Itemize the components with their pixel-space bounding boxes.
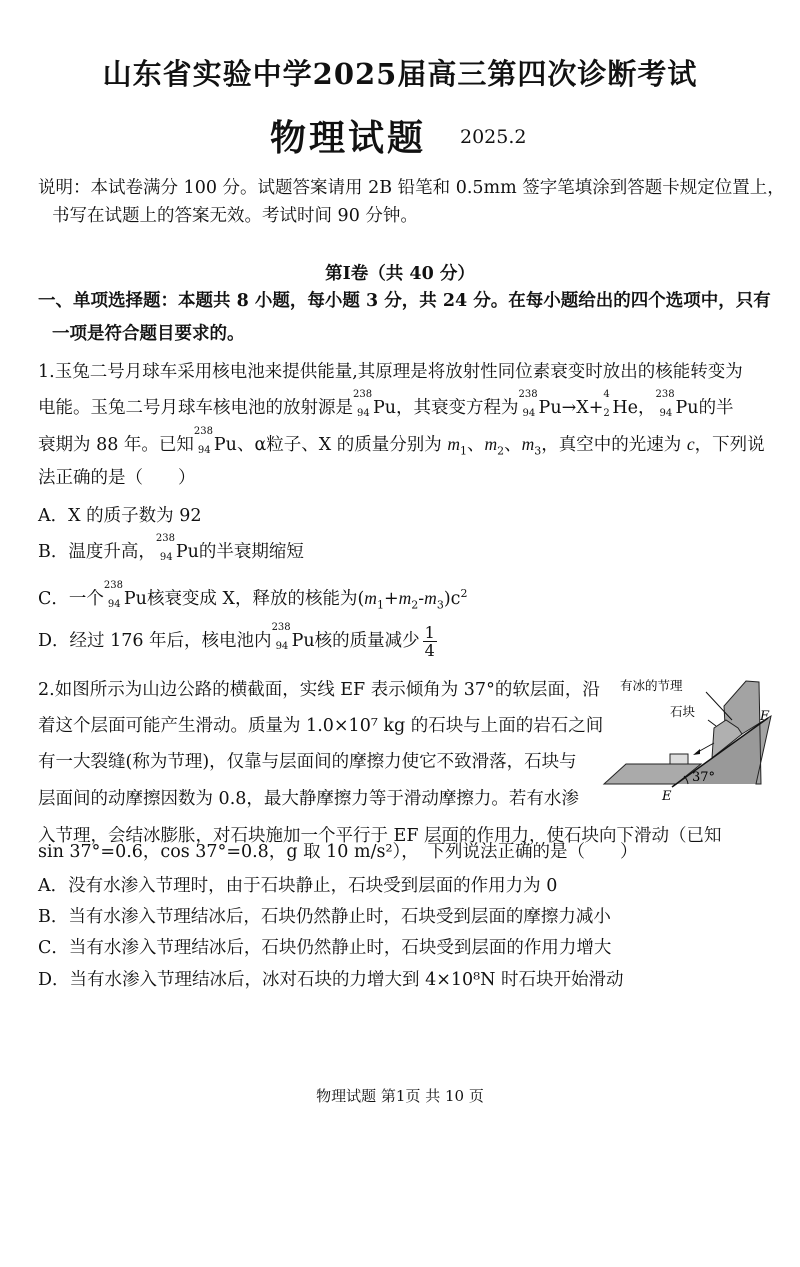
label-f: F xyxy=(760,709,770,724)
q2-option-a: A．没有水渗入节理时，由于石块静止，石块受到层面的作用力为 0 xyxy=(38,876,558,896)
text: ， xyxy=(638,398,656,418)
label-e: E xyxy=(662,789,672,802)
nuclide-pu: 238 94 Pu xyxy=(518,389,562,419)
section-instruction-2: 一项是符合题目要求的。 xyxy=(52,324,245,344)
section-title: 第Ⅰ卷（共 40 分） xyxy=(325,264,475,284)
nuclide-pu: 238 94 Pu xyxy=(655,389,699,419)
text: ，其衰变方程为 xyxy=(396,398,519,418)
slope-diagram xyxy=(596,676,776,802)
q2-line-1: 2.如图所示为山边公路的横截面，实线 EF 表示倾角为 37°的软层面，沿 xyxy=(38,680,600,700)
label-rock: 石块 xyxy=(670,704,696,719)
q1-line-3: 衰期为 88 年。已知 238 94 Pu、α粒子、X 的质量分别为 $m_1$、$m_2$、$m_3$，真空中的光速为 c，下列说 xyxy=(38,426,765,458)
q1-option-b: B．温度升高， 238 94 Pu的半衰期缩短 xyxy=(38,533,304,563)
q2-line-2: 着这个层面可能产生滑动。质量为 1.0×10⁷ kg 的石块与上面的岩石之间 xyxy=(38,716,604,736)
intro-line-2: 书写在试题上的答案无效。考试时间 90 分钟。 xyxy=(52,206,418,226)
text: 、α粒子、X 的质量分别为 xyxy=(236,435,442,455)
nuclide-pu: 238 94 Pu xyxy=(271,622,315,652)
exam-date: 2025.2 xyxy=(460,126,527,148)
q2-line-4: 层面间的动摩擦因数为 0.8，最大静摩擦力等于滑动摩擦力。若有水渗 xyxy=(38,789,579,809)
fraction-one-quarter: $\frac{1}{4}$ xyxy=(424,623,435,660)
q1-line-1: 1.玉兔二号月球车采用核电池来提供能量,其原理是将放射性同位素衰变时放出的核能转变为 xyxy=(38,362,743,382)
exam-title: 山东省实验中学2025届高三第四次诊断考试 xyxy=(102,57,698,91)
q1-option-a: A．X 的质子数为 92 xyxy=(38,506,202,526)
q1-line-2 xyxy=(38,389,734,420)
q2-line-5: 入节理，会结冰膨胀，对石块施加一个平行于 EF 层面的作用力，使石块向下滑动（已知 xyxy=(38,826,722,846)
subject-title: 物理试题 xyxy=(270,117,427,159)
q2-option-b: B．当有水渗入节理结冰后，石块仍然静止时，石块受到层面的摩擦力减小 xyxy=(38,907,611,927)
text: 电能。玉兔二号月球车核电池的放射源是 xyxy=(38,398,353,418)
nuclide-pu: 238 94 Pu xyxy=(103,579,147,610)
nuclide-pu: 238 94 Pu xyxy=(193,426,237,456)
label-angle: 37° xyxy=(692,770,716,785)
nuclide-he: 4 2 He xyxy=(603,389,639,419)
text: 的半 xyxy=(698,398,734,418)
q2-line-3: 有一大裂缝(称为节理)，仅靠与层面间的摩擦力使它不致滑落，石块与 xyxy=(38,752,577,772)
text: 衰期为 88 年。已知 xyxy=(38,435,194,455)
text: →X+ xyxy=(561,398,604,418)
leader-line xyxy=(708,720,716,726)
car-icon xyxy=(670,754,688,764)
q1-line-4: 法正确的是（ ） xyxy=(38,468,196,488)
q1-option-c: C．一个 238 94 Pu核衰变成 X，释放的核能为$(m_1+m_2-m_3)c^2$ xyxy=(38,579,468,612)
q1-option-d: D．经过 176 年后，核电池内 238 94 Pu核的质量减少 $\frac{1}{4}$ xyxy=(38,622,435,660)
label-joint: 有冰的节理 xyxy=(620,678,683,693)
intro-line-1: 说明：本试卷满分 100 分。试题答案请用 2B 铅笔和 0.5mm 签字笔填涂到答题卡规定位置上， xyxy=(38,178,785,198)
slope-figure xyxy=(596,676,776,802)
q2-option-d: D．当有水渗入节理结冰后，冰对石块的力增大到 4×10⁸N 时石块开始滑动 xyxy=(38,970,624,990)
nuclide-pu: 238 94 Pu xyxy=(155,533,199,563)
page-footer: 物理试题 第1页 共 10 页 xyxy=(316,1087,484,1105)
nuclide-pu: 238 94 Pu xyxy=(353,389,397,419)
q2-option-c: C．当有水渗入节理结冰后，石块仍然静止时，石块受到层面的作用力增大 xyxy=(38,938,612,958)
arrow-head xyxy=(693,749,700,755)
section-instruction-1: 一、单项选择题：本题共 8 小题，每小题 3 分，共 24 分。在每小题给出的四个选项中，只有 xyxy=(38,291,771,311)
q2-line-6: sin 37°=0.6，cos 37°=0.8，g 取 10 m/s²）， 下列说法正确的是（ ） xyxy=(38,842,638,862)
